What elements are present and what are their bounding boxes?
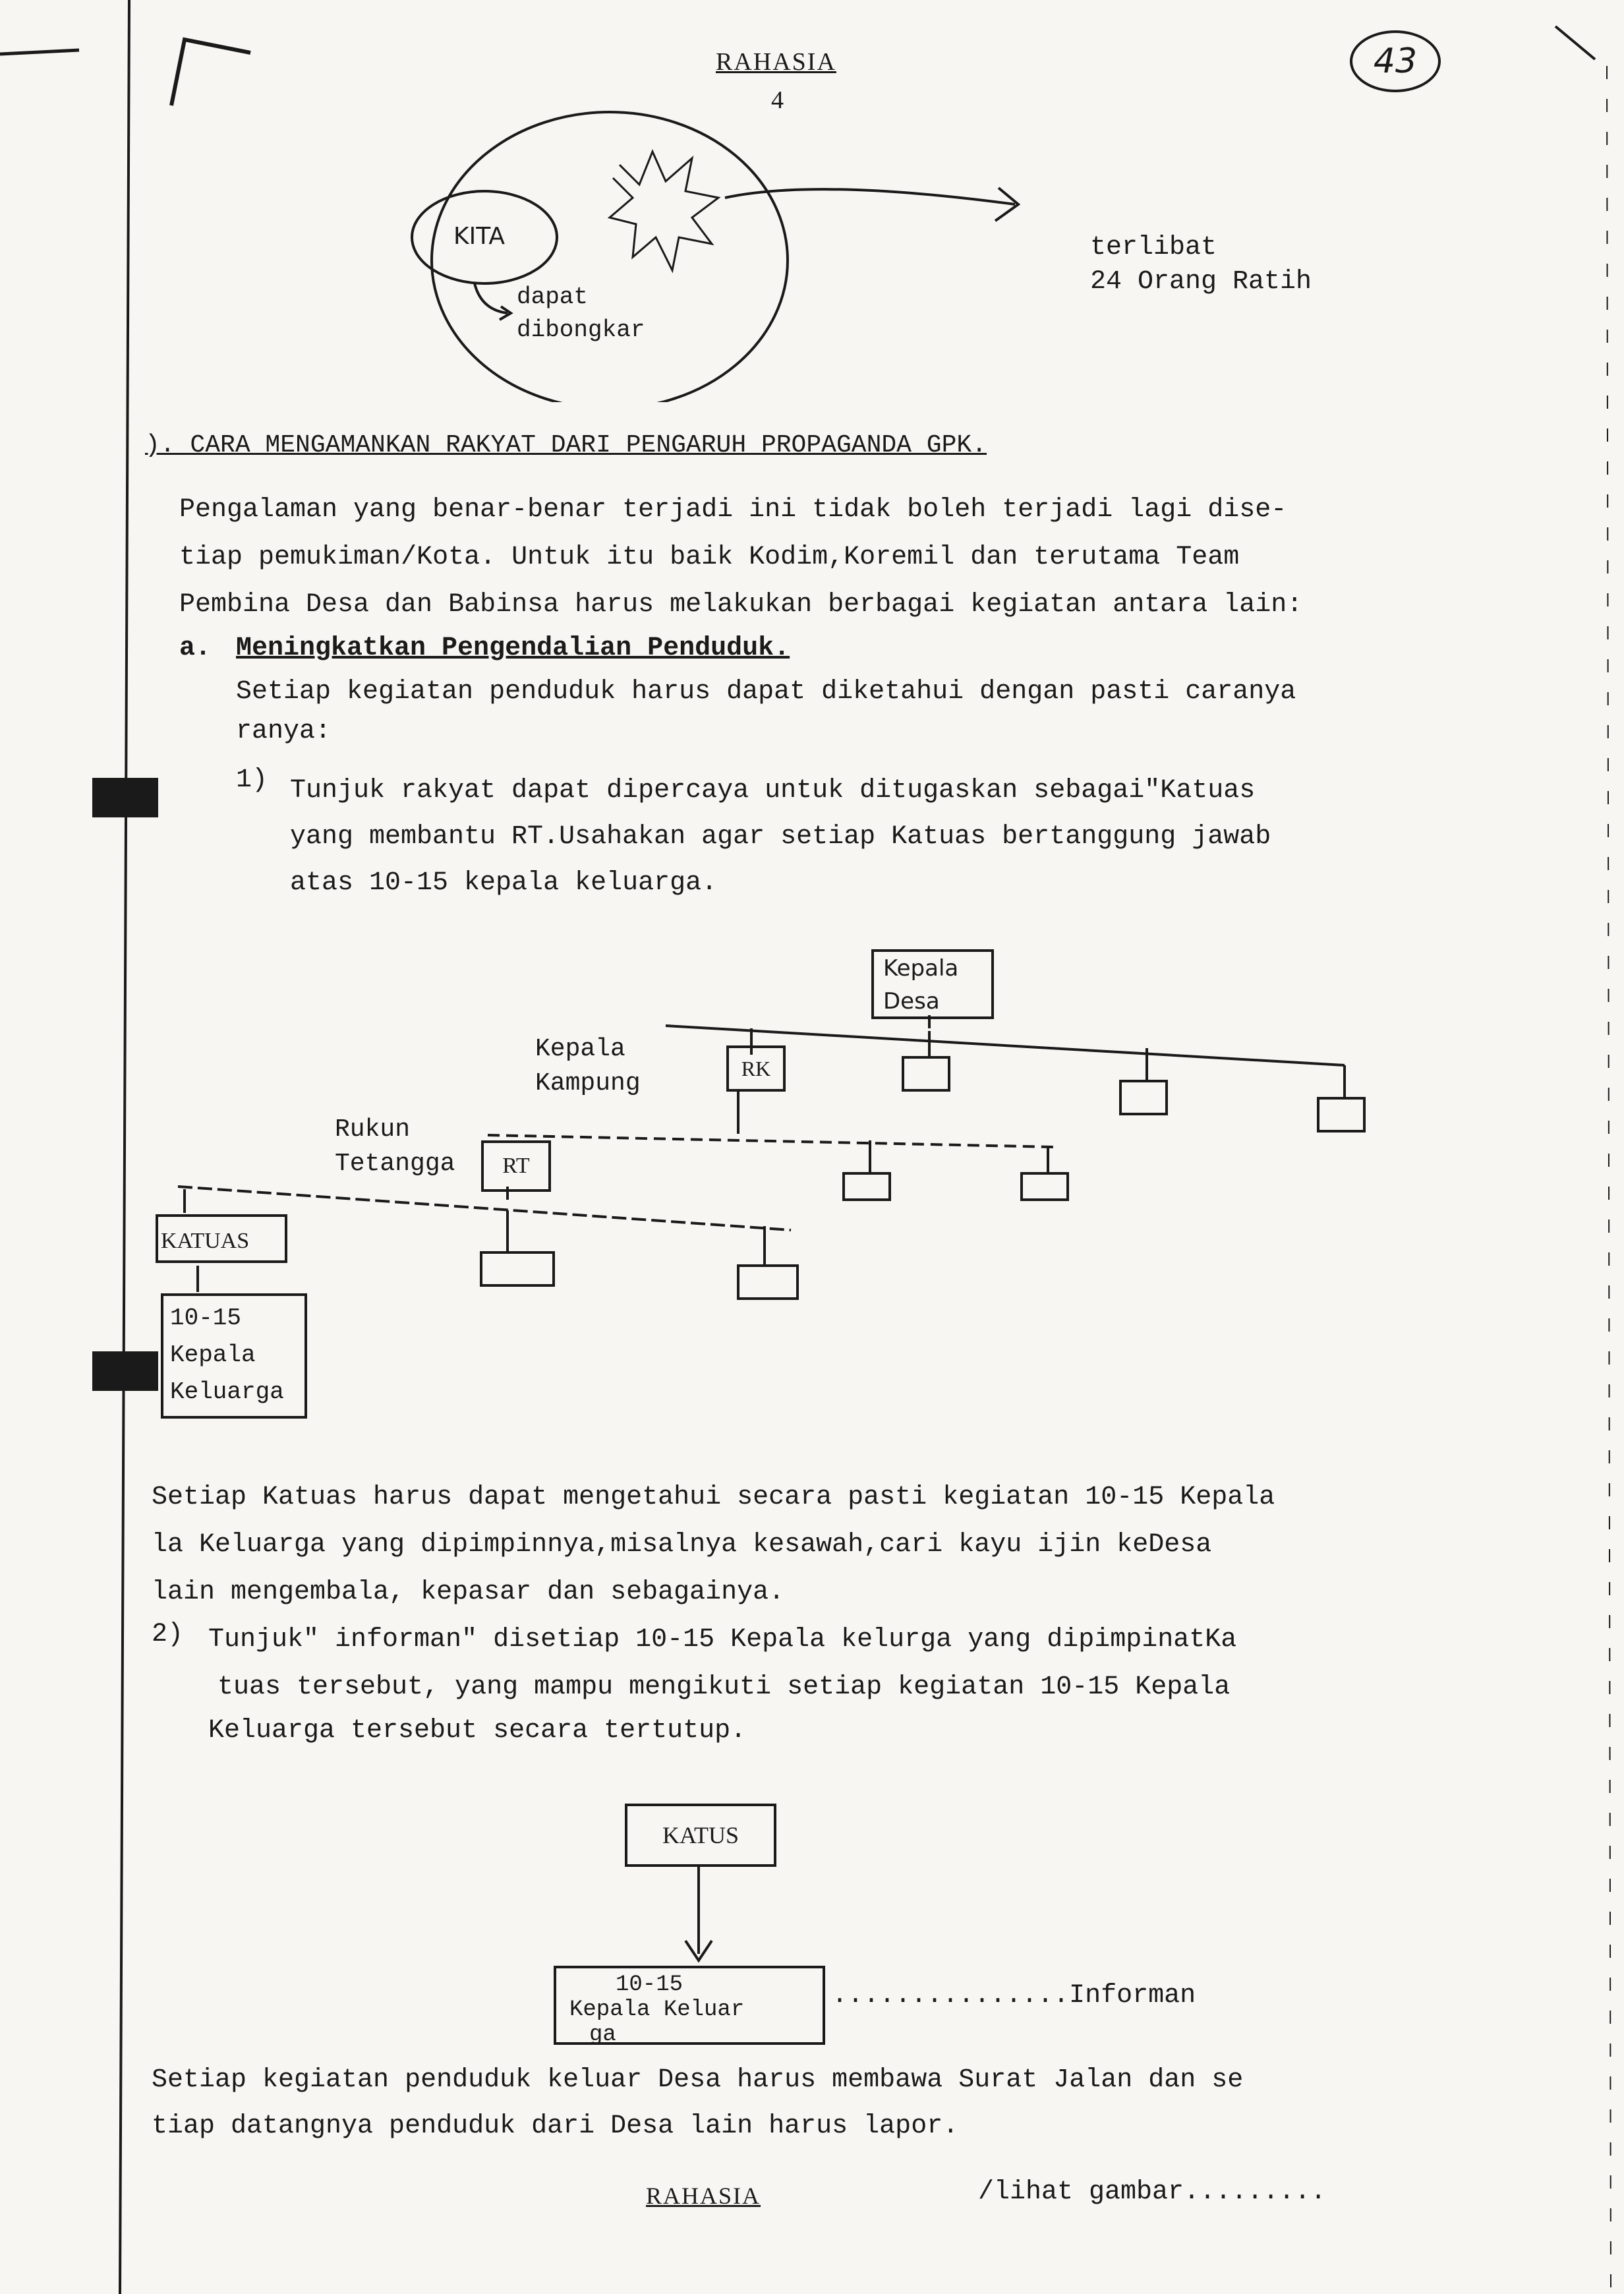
kepala-keluarga-box: [161, 1293, 307, 1419]
rt-label: RT: [502, 1154, 530, 1178]
item-a-marker: a.: [179, 633, 212, 663]
circle-diagram: [409, 99, 1068, 402]
kepala-desa-box: [871, 949, 994, 1019]
intro-line-3: Pembina Desa dan Babinsa harus melakukan berbagai kegiatan antara lain:: [179, 590, 1303, 620]
stamp-number-text: 43: [1373, 42, 1418, 81]
classification-footer: RAHASIA: [646, 2183, 761, 2209]
intro-line-2: tiap pemukiman/Kota. Untuk itu baik Kodim,Koremil dan terutama Team: [179, 543, 1240, 572]
katus-kk-line-2: Kepala Keluar: [569, 1997, 745, 2022]
item-1-text-3: atas 10-15 kepala keluarga.: [290, 868, 718, 898]
rk-box: [726, 1045, 786, 1092]
rt-box: [481, 1140, 551, 1192]
katus-box: [625, 1804, 776, 1867]
terlibat-note: terlibat: [1090, 233, 1217, 262]
corner-check-mark: [158, 26, 264, 119]
dapat-label: dapat: [517, 283, 589, 310]
item-1-marker: 1): [236, 765, 268, 795]
katus-arrow: [672, 1862, 725, 1980]
closing-line-1: Setiap kegiatan penduduk keluar Desa harus membawa Surat Jalan dan se: [152, 2065, 1244, 2095]
orang-ratih-note: 24 Orang Ratih: [1090, 267, 1312, 297]
rukun-tetangga-line-1: Rukun: [335, 1115, 411, 1144]
rukun-tetangga-line-2: Tetangga: [335, 1150, 455, 1178]
katus-label: KATUS: [662, 1822, 739, 1848]
informan-kk-box: [554, 1966, 825, 2045]
item-1-text-1: Tunjuk rakyat dapat dipercaya untuk ditugaskan sebagai"Katuas: [290, 776, 1256, 806]
closing-line-2: tiap datangnya penduduk dari Desa lain harus lapor.: [152, 2111, 959, 2141]
kk-line-3: Keluarga: [170, 1378, 284, 1405]
kepala-kampung-line-2: Kampung: [535, 1069, 641, 1098]
katuas-para-line-1: Setiap Katuas harus dapat mengetahui secara pasti kegiatan 10-15 Kepala: [152, 1483, 1275, 1512]
dibongkar-label: dibongkar: [517, 316, 645, 343]
katuas-para-line-3: lain mengembala, kepasar dan sebagainya.: [152, 1577, 785, 1607]
kk-line-2: Kepala: [170, 1341, 256, 1368]
page-number: 4: [771, 86, 784, 114]
kita-label: KITA: [453, 223, 506, 250]
kepala-desa-line-1: Kepala: [883, 955, 959, 982]
section-heading: ). CARA MENGAMANKAN RAKYAT DARI PENGARUH PROPAGANDA GPK.: [145, 431, 987, 459]
item-a-text-1: Setiap kegiatan penduduk harus dapat diketahui dengan pasti caranya: [236, 677, 1296, 707]
item-1-text-2: yang membantu RT.Usahakan agar setiap Katuas bertanggung jawab: [290, 822, 1271, 852]
item-a-text-2: ranya:: [236, 717, 332, 746]
kepala-desa-line-2: Desa: [883, 988, 940, 1015]
katus-kk-line-1: 10-15: [616, 1972, 683, 1997]
item-2-text-3: Keluarga tersebut secara tertutup.: [208, 1716, 747, 1746]
katuas-para-line-2: la Keluarga yang dipimpinnya,misalnya kesawah,cari kayu ijin keDesa: [152, 1530, 1212, 1560]
item-2-marker: 2): [152, 1620, 184, 1649]
classification-header: RAHASIA: [716, 48, 836, 76]
kk-line-1: 10-15: [170, 1305, 242, 1332]
katuas-label: KATUAS: [161, 1229, 250, 1253]
katus-kk-line-3: ga: [589, 2022, 616, 2047]
item-2-text-2: tuas tersebut, yang mampu mengikuti setiap kegiatan 10-15 Kepala: [218, 1672, 1231, 1702]
intro-line-1: Pengalaman yang benar-benar terjadi ini tidak boleh terjadi lagi dise-: [179, 495, 1287, 525]
item-2-text-1: Tunjuk" informan" disetiap 10-15 Kepala kelurga yang dipimpinatKa: [208, 1625, 1237, 1655]
katuas-box: [156, 1214, 287, 1263]
kepala-kampung-line-1: Kepala: [535, 1035, 625, 1063]
item-a-title: Meningkatkan Pengendalian Penduduk.: [236, 633, 790, 663]
continuation-note: /lihat gambar.........: [978, 2177, 1327, 2207]
page-stamp-number: [1350, 30, 1441, 92]
rk-label: RK: [741, 1057, 771, 1080]
informan-label: ...............Informan: [832, 1981, 1196, 2011]
